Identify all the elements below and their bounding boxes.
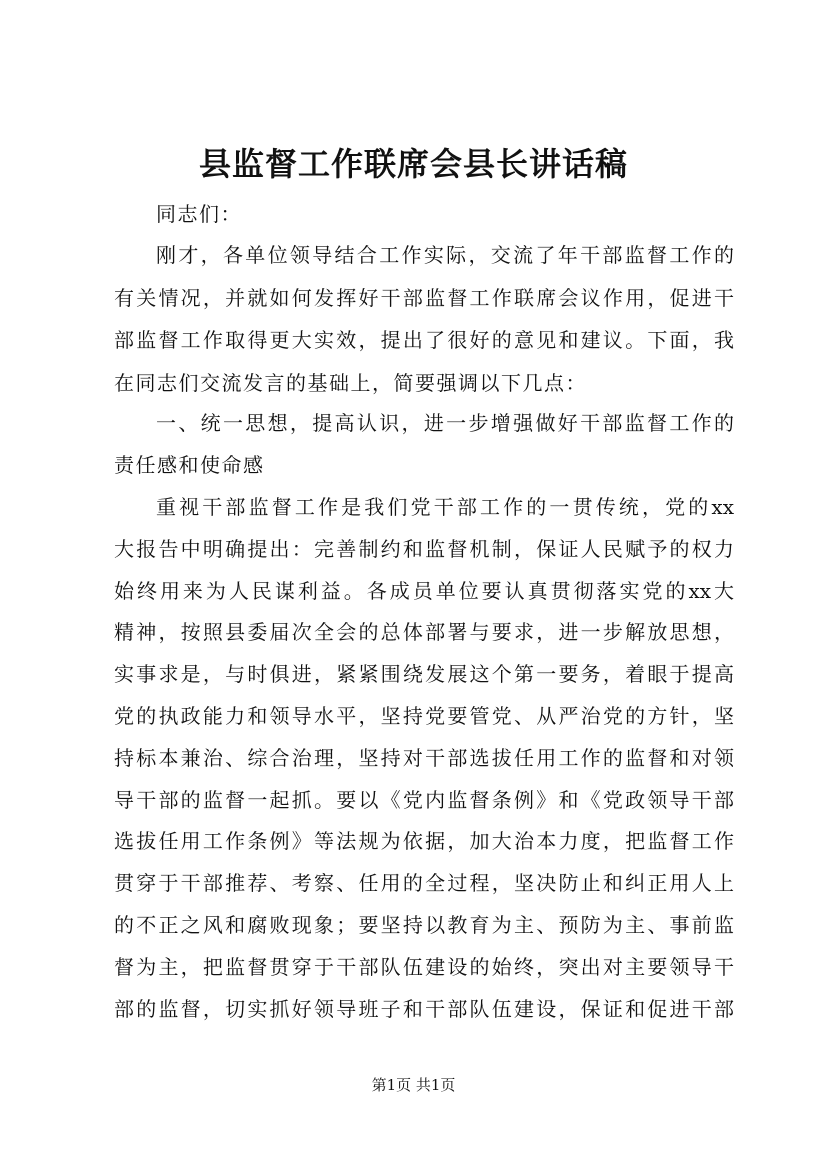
body-line-19: 部的监督，切实抓好领导班子和干部队伍建设，保证和促进干部 bbox=[114, 997, 734, 1021]
section-heading-line-1: 一、统一思想，提高认识，进一步增强做好干部监督工作的 bbox=[156, 411, 734, 435]
body-line-11: 实事求是，与时俱进，紧紧围绕发展这个第一要务，着眼于提高 bbox=[114, 662, 734, 686]
body-line-14: 导干部的监督一起抓。要以《党内监督条例》和《党政领导干部 bbox=[114, 788, 734, 812]
body-line-1: 刚才，各单位领导结合工作实际，交流了年干部监督工作的 bbox=[156, 243, 734, 267]
body-line-4: 在同志们交流发言的基础上，简要强调以下几点： bbox=[114, 371, 587, 395]
body-line-2: 有关情况，并就如何发挥好干部监督工作联席会议作用，促进干 bbox=[114, 286, 734, 310]
body-line-17: 的不正之风和腐败现象；要坚持以教育为主、预防为主、事前监 bbox=[114, 913, 734, 937]
body-line-3: 部监督工作取得更大实效，提出了很好的意见和建议。下面，我 bbox=[114, 328, 734, 352]
body-line-12: 党的执政能力和领导水平，坚持党要管党、从严治党的方针，坚 bbox=[114, 704, 734, 728]
body-line-15: 选拔任用工作条例》等法规为依据，加大治本力度，把监督工作 bbox=[114, 829, 734, 853]
section-heading-line-2: 责任感和使命感 bbox=[114, 453, 265, 477]
body-line-16: 贯穿于干部推荐、考察、任用的全过程，坚决防止和纠正用人上 bbox=[114, 871, 734, 895]
body-line-10: 精神，按照县委届次全会的总体部署与要求，进一步解放思想， bbox=[114, 620, 734, 644]
page-number-footer: 第1页 共1页 bbox=[371, 1076, 456, 1094]
body-line-18: 督为主，把监督贯穿于干部队伍建设的始终，突出对主要领导干 bbox=[114, 955, 734, 979]
body-line-7: 重视干部监督工作是我们党干部工作的一贯传统，党的xx bbox=[156, 495, 734, 519]
body-line-9: 始终用来为人民谋利益。各成员单位要认真贯彻落实党的xx大 bbox=[114, 579, 734, 603]
salutation: 同志们： bbox=[156, 202, 242, 226]
body-line-13: 持标本兼治、综合治理，坚持对干部选拔任用工作的监督和对领 bbox=[114, 746, 734, 770]
body-line-8: 大报告中明确提出：完善制约和监督机制，保证人民赋予的权力 bbox=[114, 537, 734, 561]
document-title: 县监督工作联席会县长讲话稿 bbox=[198, 145, 628, 183]
